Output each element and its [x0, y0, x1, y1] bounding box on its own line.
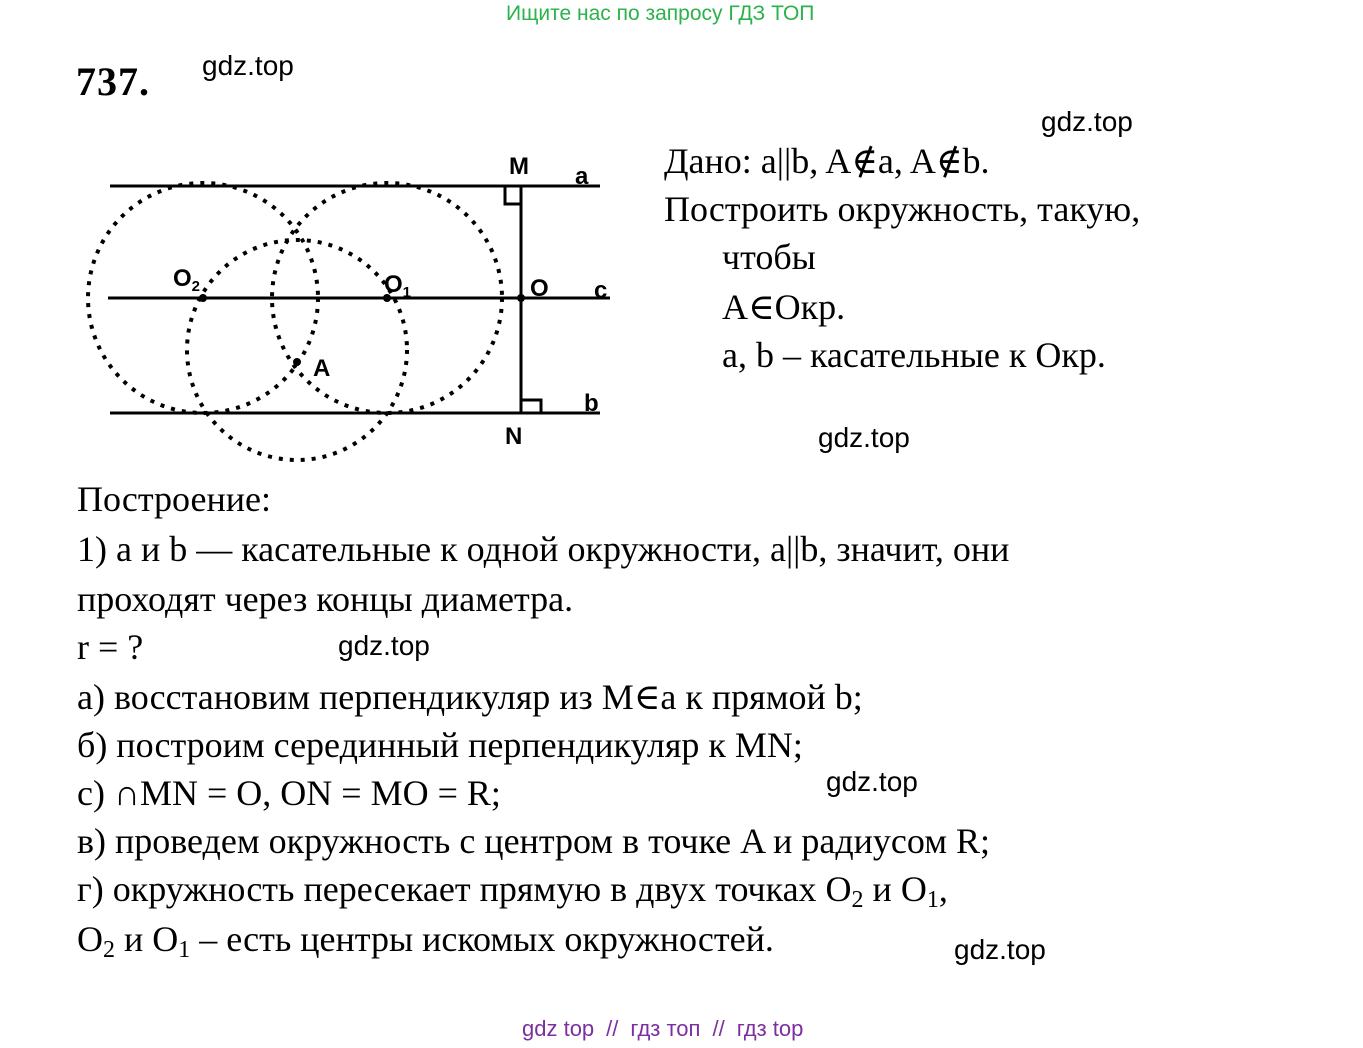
search-banner: Ищите нас по запросу ГДЗ ТОП [506, 2, 815, 25]
label-m: M [509, 153, 529, 180]
construction-diagram [0, 0, 660, 480]
given-line: Дано: a||b, A∉a, A∉b. [664, 141, 990, 181]
circle-a [187, 240, 407, 460]
given-line: чтобы [722, 237, 816, 277]
label-point-a: A [313, 355, 331, 382]
label-a: a [575, 163, 589, 190]
footer-link[interactable]: gdz top [522, 1016, 595, 1041]
watermark: gdz.top [826, 766, 918, 797]
footer-link[interactable]: гдз top [736, 1016, 804, 1041]
right-angle-mark-n [521, 400, 541, 413]
construction-line: 1) a и b — касательные к одной окружности, a||b, значит, они [77, 529, 1010, 569]
construction-line: проходят через концы диаметра. [77, 579, 574, 619]
construction-line: в) проведем окружность с центром в точке A и радиусом R; [77, 821, 991, 861]
watermark: gdz.top [338, 630, 430, 661]
footer-link[interactable]: гдз топ [630, 1016, 701, 1041]
label-o: O [530, 275, 549, 302]
construction-line: r = ? [77, 627, 144, 667]
footer [522, 1016, 803, 1042]
point-a [293, 358, 301, 366]
watermark: gdz.top [818, 422, 910, 453]
footer-separator: // [606, 1016, 619, 1041]
watermark: gdz.top [202, 50, 294, 81]
construction-line: а) восстановим перпендикуляр из M∈a к прямой b; [77, 677, 863, 717]
construction-line: с) ∩MN = O, ON = MO = R; [77, 773, 501, 813]
footer-separator: // [712, 1016, 725, 1041]
watermark: gdz.top [1041, 106, 1133, 137]
right-angle-mark-m [505, 186, 521, 204]
watermark: gdz.top [954, 934, 1046, 965]
point-o [517, 294, 525, 302]
given-line: a, b – касательные к Окр. [722, 335, 1106, 375]
given-line: Построить окружность, такую, [664, 189, 1141, 229]
given-line: A∈Окр. [722, 287, 846, 327]
point-o2 [199, 294, 207, 302]
label-o2: $O_2$ [173, 265, 201, 295]
construction-line: б) построим серединный перпендикуляр к MN; [77, 725, 803, 765]
construction-heading: Построение: [77, 479, 271, 519]
label-c: c [594, 277, 608, 304]
label-n: N [505, 423, 523, 450]
label-o1: $O_1$ [384, 271, 412, 301]
label-b: b [584, 390, 599, 417]
construction-line: $O_2$ и $O_1$ – есть центры искомых окружностей. [77, 919, 774, 963]
problem-number: 737. [76, 59, 150, 104]
construction-line: г) окружность пересекает прямую в двух точках $O_2$ и $O_1$, [77, 869, 948, 913]
